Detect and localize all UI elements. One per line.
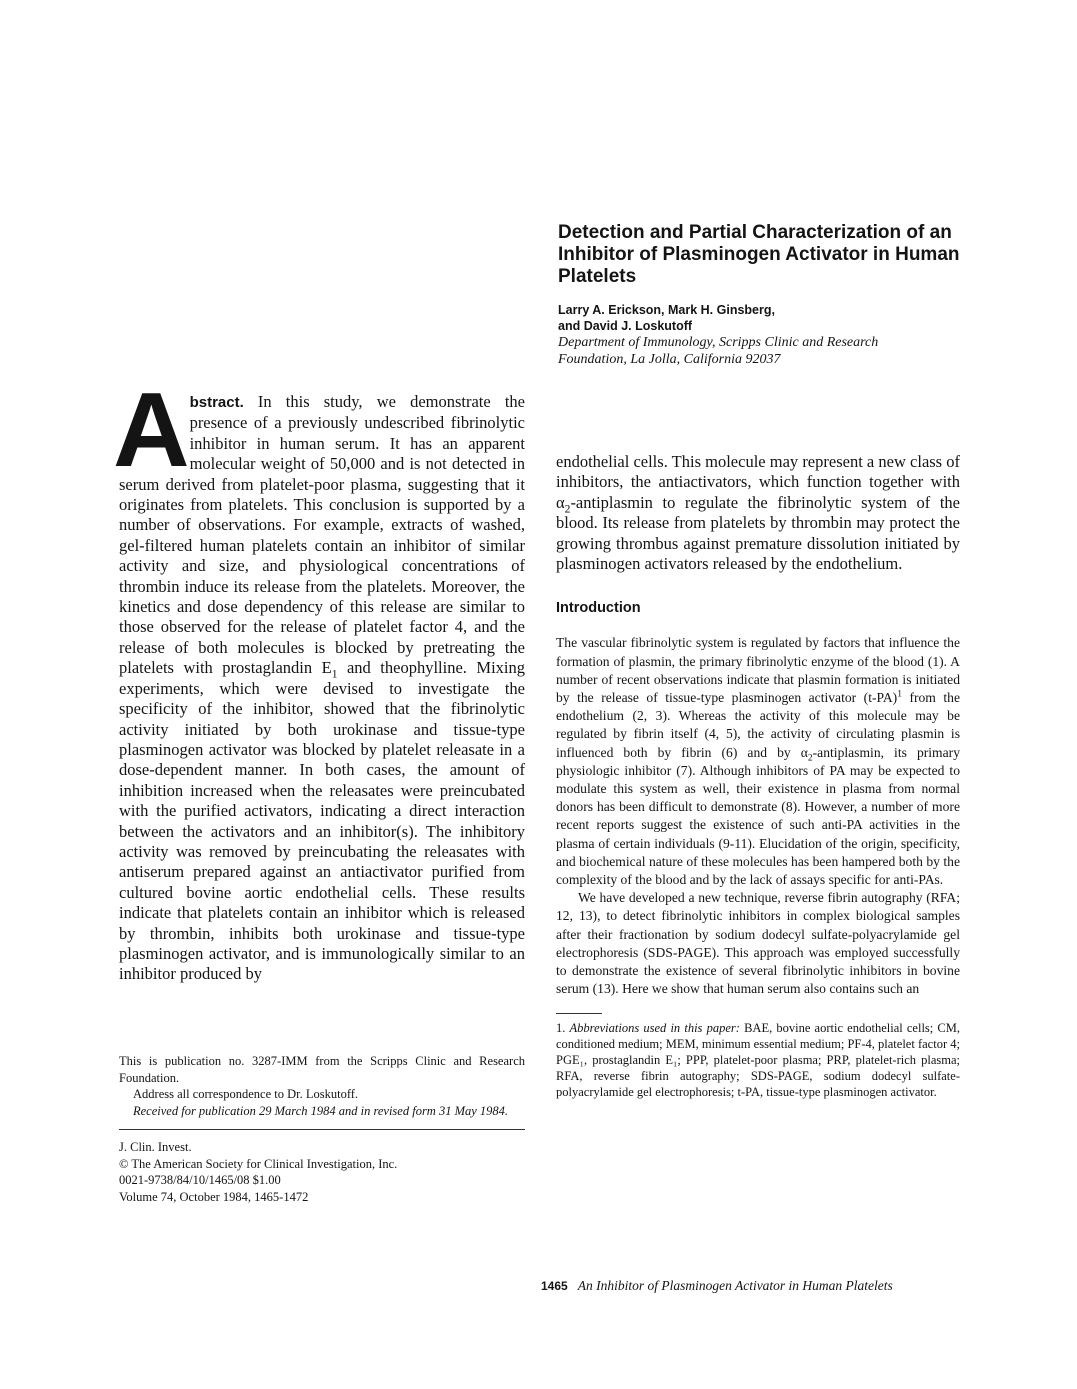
footnote-rule — [556, 1013, 602, 1014]
page-footer — [541, 1278, 893, 1294]
intro-p1-text-c: -antiplasmin, its primary physiologic inhibitor (7). Although inhibitors of PA may be expected to modulate this system as well, their existence in plasma from normal donors has been difficult to demonstrate (8). However, a number of more recent reports suggest the existence of such anti-PA activities in the plasma of certain individuals (9-11). Elucidation of the origin, specificity, and biochemical nature of these molecules has been hampered both by the complexity of the blood and by the lack of assays specific for anti-PAs. — [556, 744, 960, 888]
abstract-text-2: and theophylline. Mixing experiments, which were devised to investigate the specificity of the inhibitor, showed that the fibrinolytic activity initiated by both urokinase and tissue-type plasminogen activator was blocked by platelet releasate in a dose-dependent manner. In both cases, the amount of inhibition increased when the releasates were preincubated with the purified activators, indicating a direct interaction between the activators and an inhibitor(s). The inhibitory activity was removed by preincubating the releasates with antiserum prepared against an antiactivator purified from cultured bovine aortic endothelial cells. These results indicate that platelets contain an inhibitor which is released by thrombin, inhibits both urokinase and tissue-type plasminogen activator, and is immunologically similar to an inhibitor produced by — [119, 658, 525, 984]
introduction-paragraph-1 — [556, 634, 960, 889]
correspondence-note: Address all correspondence to Dr. Loskutoff. — [133, 1087, 359, 1101]
article-title: Detection and Partial Characterization of an Inhibitor of Plasminogen Activator in Human Platelets — [558, 222, 960, 287]
received-note: Received for publication 29 March 1984 and in revised form 31 May 1984. — [133, 1103, 509, 1118]
abstract-text: In this study, we demonstrate the presence of a previously undescribed fibrinolytic inhibitor in human serum. It has an apparent molecular weight of 50,000 and is not detected in serum derived from platelet-poor plasma, suggesting that it originates from platelets. This conclusion is supported by a number of observations. For example, extracts of washed, gel-filtered human platelets contain an inhibitor of similar activity and size, and physiological concentrations of thrombin induce its release from the platelets. Moreover, the kinetics and dose dependency of this release are similar to those observed for the release of platelet factor 4, and the release of both molecules is blocked by pretreating the platelets with prostaglandin E — [119, 392, 525, 678]
abbreviations-footnote — [556, 1020, 960, 1101]
issn-line: 0021-9738/84/10/1465/08 $1.00 — [119, 1173, 281, 1187]
footnote-divider — [119, 1129, 525, 1130]
authors-line-1: Larry A. Erickson, Mark H. Ginsberg, — [558, 303, 775, 317]
right-column — [556, 452, 960, 1101]
left-footnotes — [119, 1053, 525, 1205]
authors-line-2: and David J. Loskutoff — [558, 319, 693, 333]
affiliation-line-1: Department of Immunology, Scripps Clinic and Research — [558, 335, 879, 350]
title-block — [558, 222, 978, 368]
publication-note: This is publication no. 3287-IMM from the Scripps Clinic and Research Foundation. — [119, 1054, 525, 1085]
alpha-symbol: α — [556, 492, 565, 512]
abstract-continuation-text: endothelial cells. This molecule may represent a new class of inhibitors, the antiactivators, which function together with — [556, 452, 960, 492]
journal-name: J. Clin. Invest. — [119, 1140, 192, 1154]
abstract-label: bstract. — [189, 394, 244, 411]
affiliation-line-2: Foundation, La Jolla, California 92037 — [558, 352, 781, 367]
introduction-paragraph-2: We have developed a new technique, reverse fibrin autography (RFA; 12, 13), to detect fibrinolytic inhibitors in complex biological samples after their fractionation by sodium dodecyl sulfate-polyacrylamide gel electrophoresis (SDS-PAGE). This approach was employed successfully to demonstrate the existence of several fibrinolytic inhibitors in bovine serum (13). Here we show that human serum also contains such an — [556, 890, 960, 997]
volume-line: Volume 74, October 1984, 1465-1472 — [119, 1189, 309, 1204]
copyright-line: © The American Society for Clinical Investigation, Inc. — [119, 1156, 398, 1171]
footnote-number: 1. — [556, 1020, 566, 1035]
running-title: An Inhibitor of Plasminogen Activator in Human Platelets — [577, 1278, 893, 1293]
footnote-text: BAE, bovine aortic endothelial cells; CM, conditioned medium; MEM, minimum essential medium; PF-4, platelet factor 4; PGE₁, prostaglandin E₁; PPP, platelet-poor plasma; PRP, platelet-rich plasma; RFA, reverse fibrin autography; SDS-PAGE, sodium dodecyl sulfate-polyacrylamide gel electrophoresis; t-PA, tissue-type plasminogen activator. — [556, 1020, 961, 1100]
intro-p1-text-a: The vascular fibrinolytic system is regulated by factors that influence the formation of plasmin, the primary fibrinolytic enzyme of the blood (1). A number of recent observations indicate that plasmin formation is initiated by the release of tissue-type plasminogen activator (t-PA) — [556, 635, 960, 706]
footnote-ref: 1 — [897, 689, 902, 700]
abstract — [113, 371, 525, 985]
footnote-label: Abbreviations used in this paper: — [569, 1020, 740, 1035]
intro-p1-text-b: from the endothelium (2, 3). Whereas the activity of this molecule may be regulated by fibrin itself (4, 5), the activity of circulating plasmin is influenced both by fibrin (6) and by — [556, 690, 960, 760]
abstract-subscript: 1 — [331, 668, 338, 681]
intro-alpha-symbol: α — [800, 744, 808, 760]
abstract-continuation-text-2: -antiplasmin to regulate the fibrinolytic system of the blood. Its release from platelets by thrombin may protect the growing thrombus against premature dissolution initiated by plasminogen activators released by the endothelium. — [556, 492, 960, 574]
journal-info — [119, 1139, 525, 1205]
abstract-continuation — [556, 452, 960, 574]
page-number: 1465 — [541, 1279, 568, 1293]
left-column — [113, 371, 525, 985]
affiliation — [558, 334, 978, 368]
alpha-subscript: 2 — [564, 503, 571, 516]
intro-alpha-subscript: 2 — [807, 753, 813, 764]
introduction-heading: Introduction — [556, 600, 641, 617]
author-list — [558, 302, 978, 334]
abstract-drop-cap: A — [113, 371, 188, 489]
